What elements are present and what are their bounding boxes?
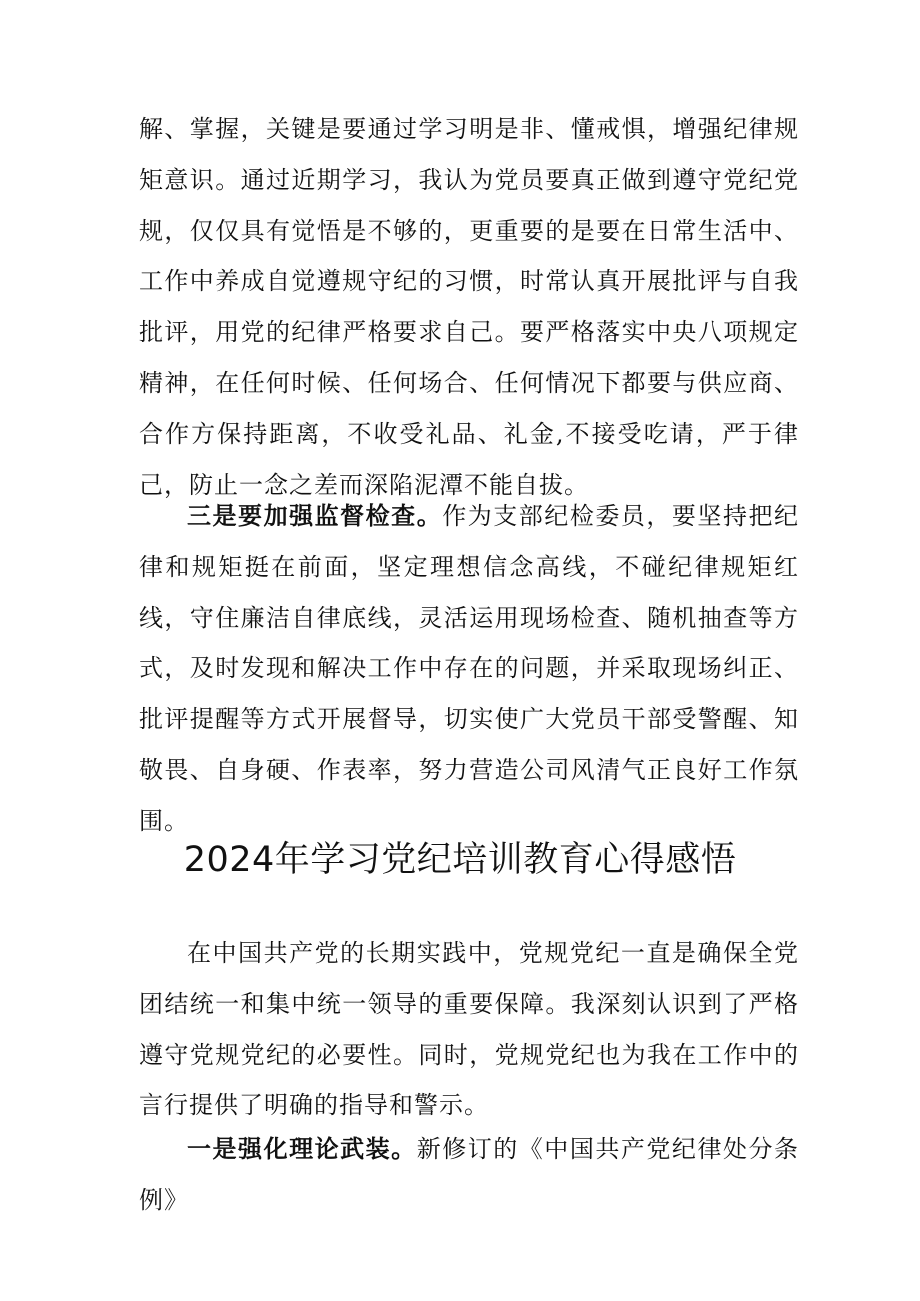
paragraph-discipline-awareness: 解、掌握，关键是要通过学习明是非、懂戒惧，增强纪律规矩意识。通过近期学习，我认为党员要真正做到遵守党纪党规，仅仅具有觉悟是不够的，更重要的是要在日常生活中、工作中养成自觉遵规守纪的习惯，时常认真开展批评与自我批评，用党的纪律严格要求自己。要严格落实中央八项规定精神，在任何时候、任何场合、任何情况下都要与供应商、合作方保持距离，不收受礼品、礼金,不接受吃请，严于律己，防止一念之差而深陷泥潭不能自拔。 bbox=[139, 115, 799, 499]
document-title: 2024年学习党纪培训教育心得感悟 bbox=[183, 840, 737, 880]
paragraph-intro: 在中国共产党的长期实践中，党规党纪一直是确保全党团结统一和集中统一领导的重要保障。我深刻认识到了严格遵守党规党纪的必要性。同时，党规党纪也为我在工作中的言行提供了明确的指导和警示。 bbox=[139, 939, 799, 1120]
paragraph-body-theory: 新修订的《中国共产党纪律处分条例》 bbox=[139, 1135, 800, 1214]
paragraph-theory bbox=[139, 1124, 799, 1226]
paragraph-lead-theory: 一是强化理论武装。 bbox=[187, 1135, 417, 1163]
paragraph-lead-supervision: 三是要加强监督检查。 bbox=[187, 502, 443, 530]
paragraph-body-supervision: 作为支部纪检委员，要坚持把纪律和规矩挺在前面，坚定理想信念高线，不碰纪律规矩红线，守住廉洁自律底线，灵活运用现场检查、随机抽查等方式，及时发现和解决工作中存在的问题，并采取现场纠正、批评提醒等方式开展督导，切实使广大党员干部受警醒、知敬畏、自身硬、作表率，努力营造公司风清气正良好工作氛围。 bbox=[139, 502, 800, 835]
paragraph-supervision bbox=[139, 491, 799, 847]
